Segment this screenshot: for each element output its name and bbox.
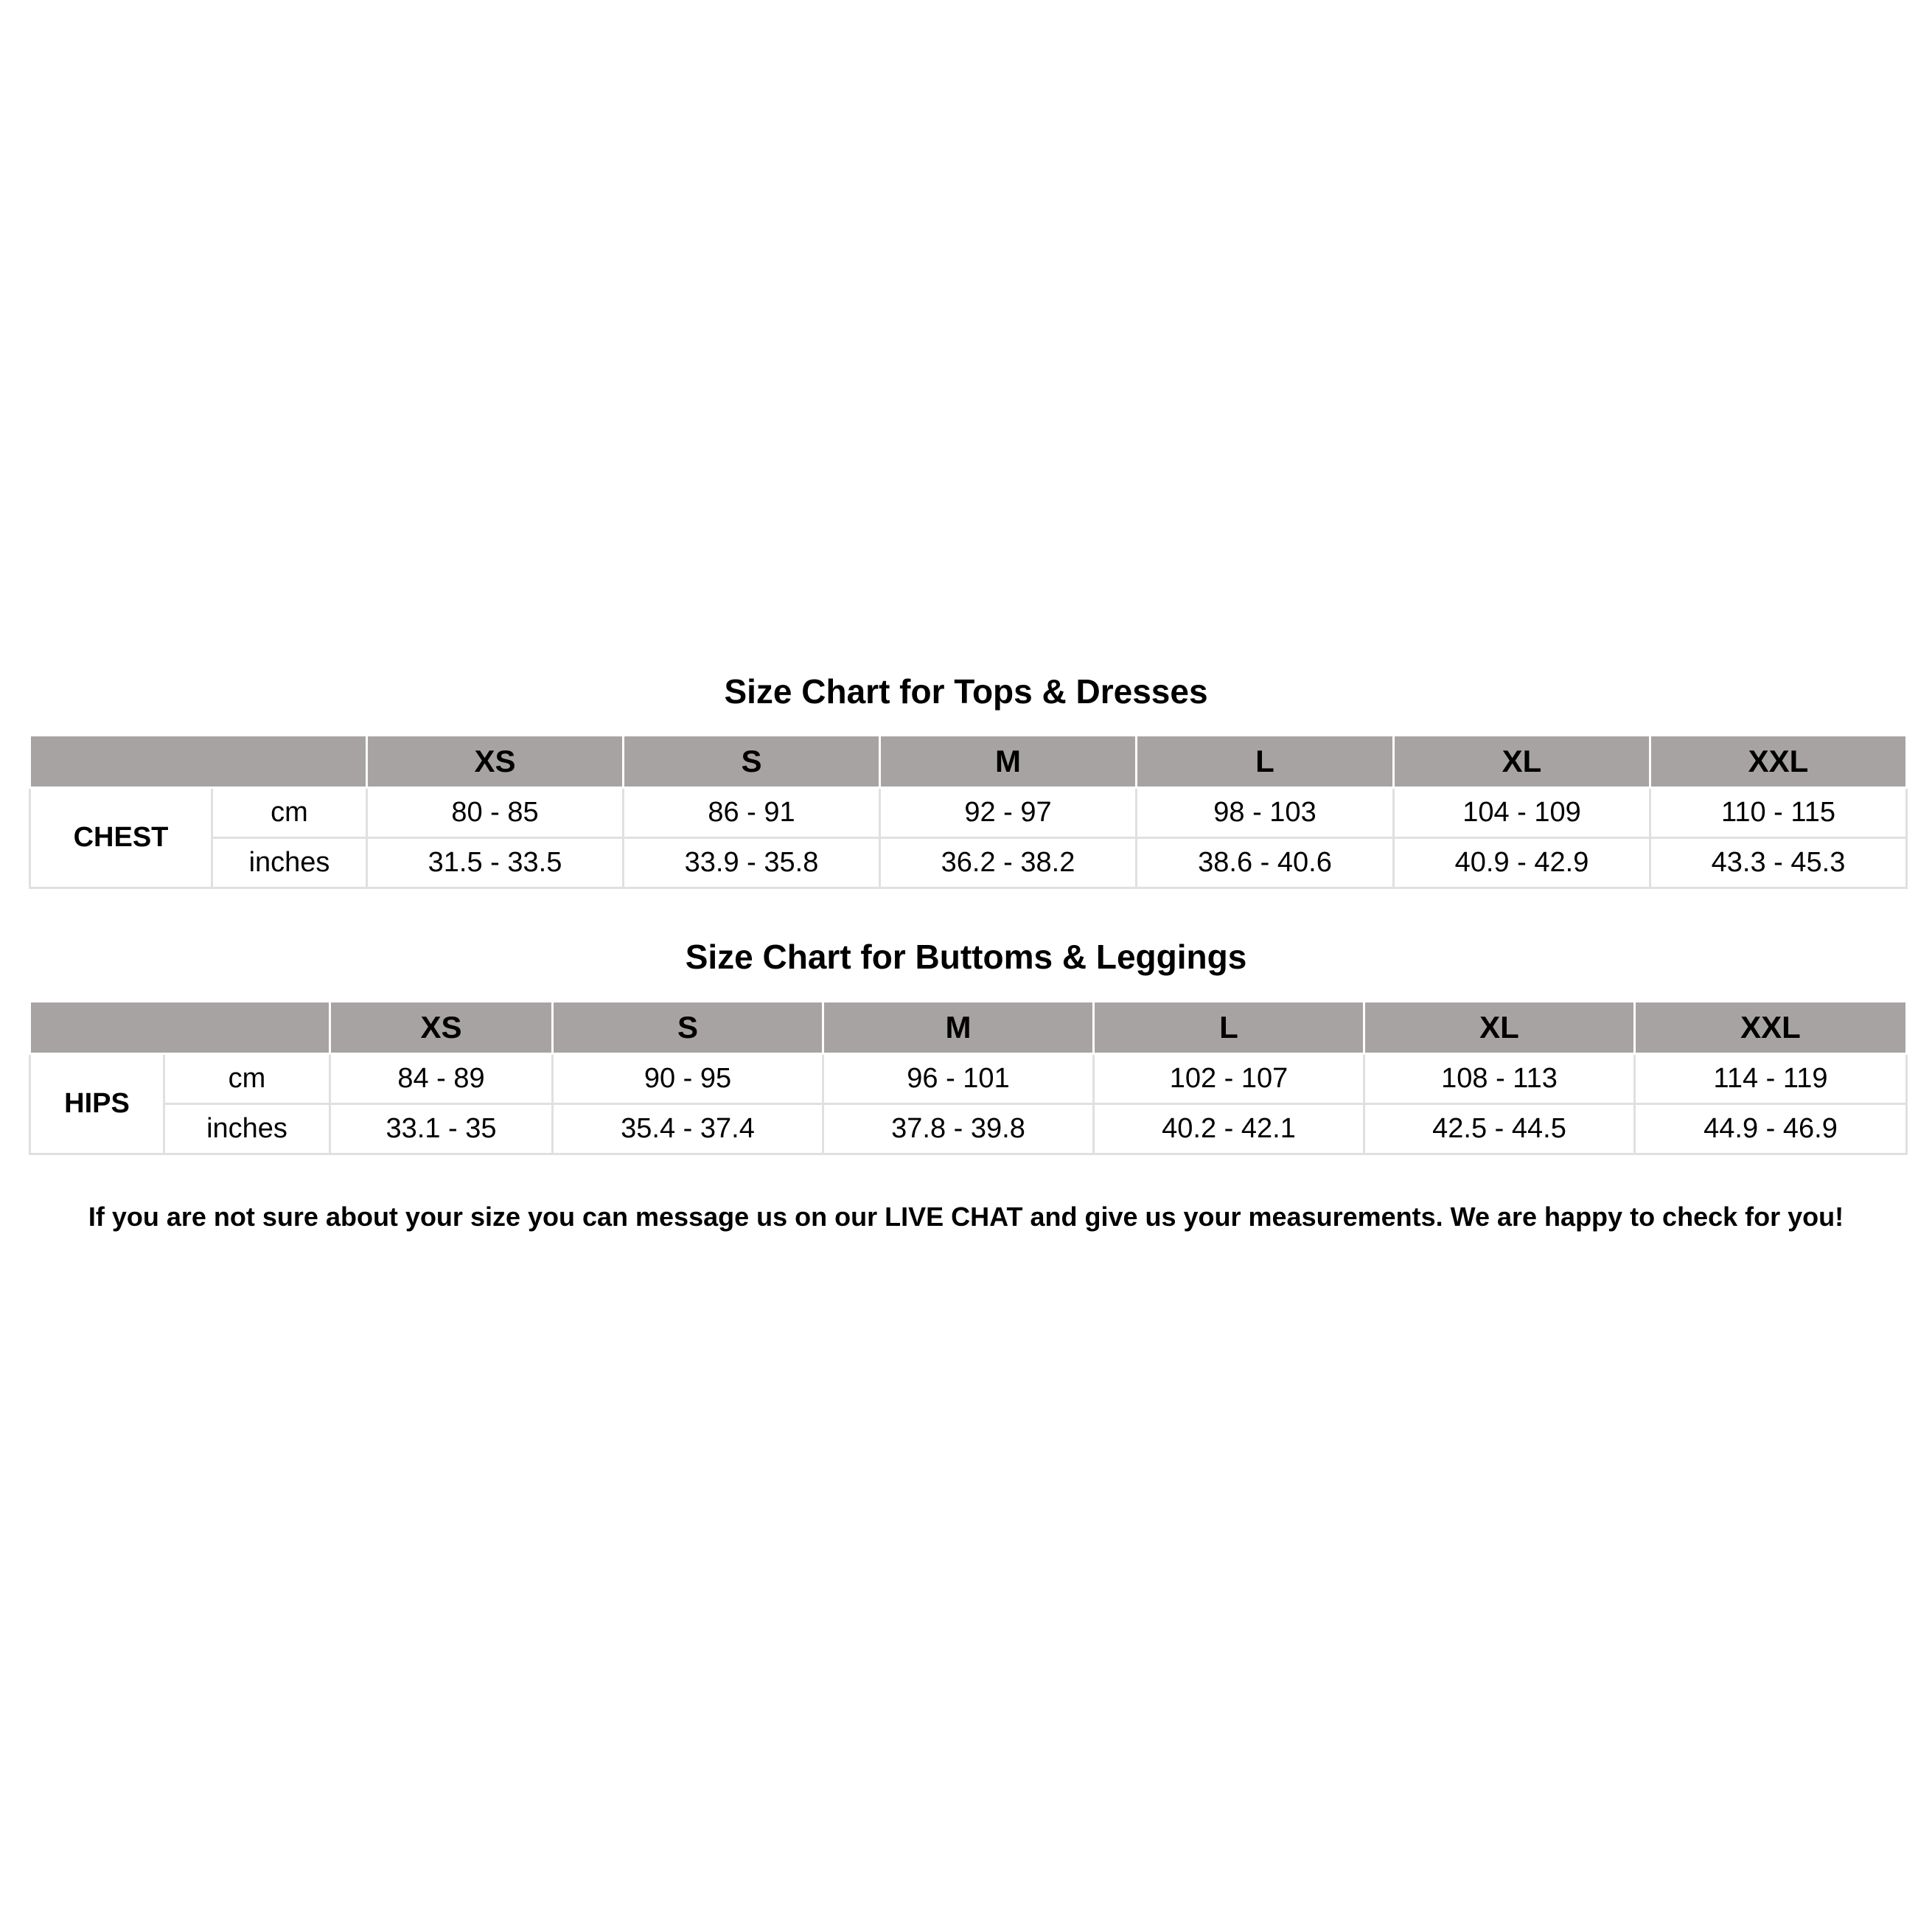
table-cell: 42.5 - 44.5	[1364, 1104, 1635, 1154]
unit-label: cm	[212, 788, 367, 838]
table-cell: 40.2 - 42.1	[1094, 1104, 1364, 1154]
table-cell: 35.4 - 37.4	[553, 1104, 823, 1154]
tops-size-header: XXL	[1650, 736, 1907, 788]
bottoms-size-header: XS	[330, 1002, 553, 1054]
bottoms-size-header: XXL	[1635, 1002, 1907, 1054]
tops-size-header: XL	[1394, 736, 1650, 788]
table-cell: 38.6 - 40.6	[1137, 838, 1394, 888]
bottoms-size-header: XL	[1364, 1002, 1635, 1054]
table-cell: 86 - 91	[624, 788, 880, 838]
table-cell: 43.3 - 45.3	[1650, 838, 1907, 888]
table-cell: 104 - 109	[1394, 788, 1650, 838]
table-cell: 98 - 103	[1137, 788, 1394, 838]
table-cell: 108 - 113	[1364, 1054, 1635, 1104]
table-cell: 37.8 - 39.8	[823, 1104, 1094, 1154]
table-cell: 44.9 - 46.9	[1635, 1104, 1907, 1154]
table-cell: 31.5 - 33.5	[367, 838, 624, 888]
table-cell: 40.9 - 42.9	[1394, 838, 1650, 888]
table-cell: 33.1 - 35	[330, 1104, 553, 1154]
unit-label: cm	[164, 1054, 330, 1104]
tops-inches-row	[30, 838, 1907, 888]
table-cell: 92 - 97	[880, 788, 1137, 838]
tops-cm-row	[30, 788, 1907, 838]
tops-size-table	[29, 734, 1908, 889]
tops-header-blank	[30, 736, 367, 788]
bottoms-header-blank	[30, 1002, 330, 1054]
bottoms-size-header: M	[823, 1002, 1094, 1054]
tops-size-header: XS	[367, 736, 624, 788]
tops-header-row	[30, 736, 1907, 788]
footer-note: If you are not sure about your size you can message us on our LIVE CHAT and give us your measurements. We are happy to check for you!	[88, 1202, 1844, 1232]
table-cell: 102 - 107	[1094, 1054, 1364, 1104]
tops-chart-title: Size Chart for Tops & Dresses	[724, 672, 1208, 711]
tops-size-header: L	[1137, 736, 1394, 788]
table-cell: 84 - 89	[330, 1054, 553, 1104]
table-cell: 110 - 115	[1650, 788, 1907, 838]
bottoms-size-table	[29, 1000, 1908, 1155]
bottoms-inches-row	[30, 1104, 1907, 1154]
bottoms-chart-title: Size Chart for Buttoms & Leggings	[685, 938, 1247, 976]
table-cell: 80 - 85	[367, 788, 624, 838]
table-cell: 114 - 119	[1635, 1054, 1907, 1104]
hips-label: HIPS	[30, 1054, 164, 1154]
tops-size-header: S	[624, 736, 880, 788]
bottoms-size-header: L	[1094, 1002, 1364, 1054]
table-cell: 96 - 101	[823, 1054, 1094, 1104]
bottoms-header-row	[30, 1002, 1907, 1054]
unit-label: inches	[212, 838, 367, 888]
bottoms-size-header: S	[553, 1002, 823, 1054]
chest-label: CHEST	[30, 788, 212, 888]
tops-size-header: M	[880, 736, 1137, 788]
table-cell: 90 - 95	[553, 1054, 823, 1104]
table-cell: 36.2 - 38.2	[880, 838, 1137, 888]
bottoms-cm-row	[30, 1054, 1907, 1104]
unit-label: inches	[164, 1104, 330, 1154]
table-cell: 33.9 - 35.8	[624, 838, 880, 888]
